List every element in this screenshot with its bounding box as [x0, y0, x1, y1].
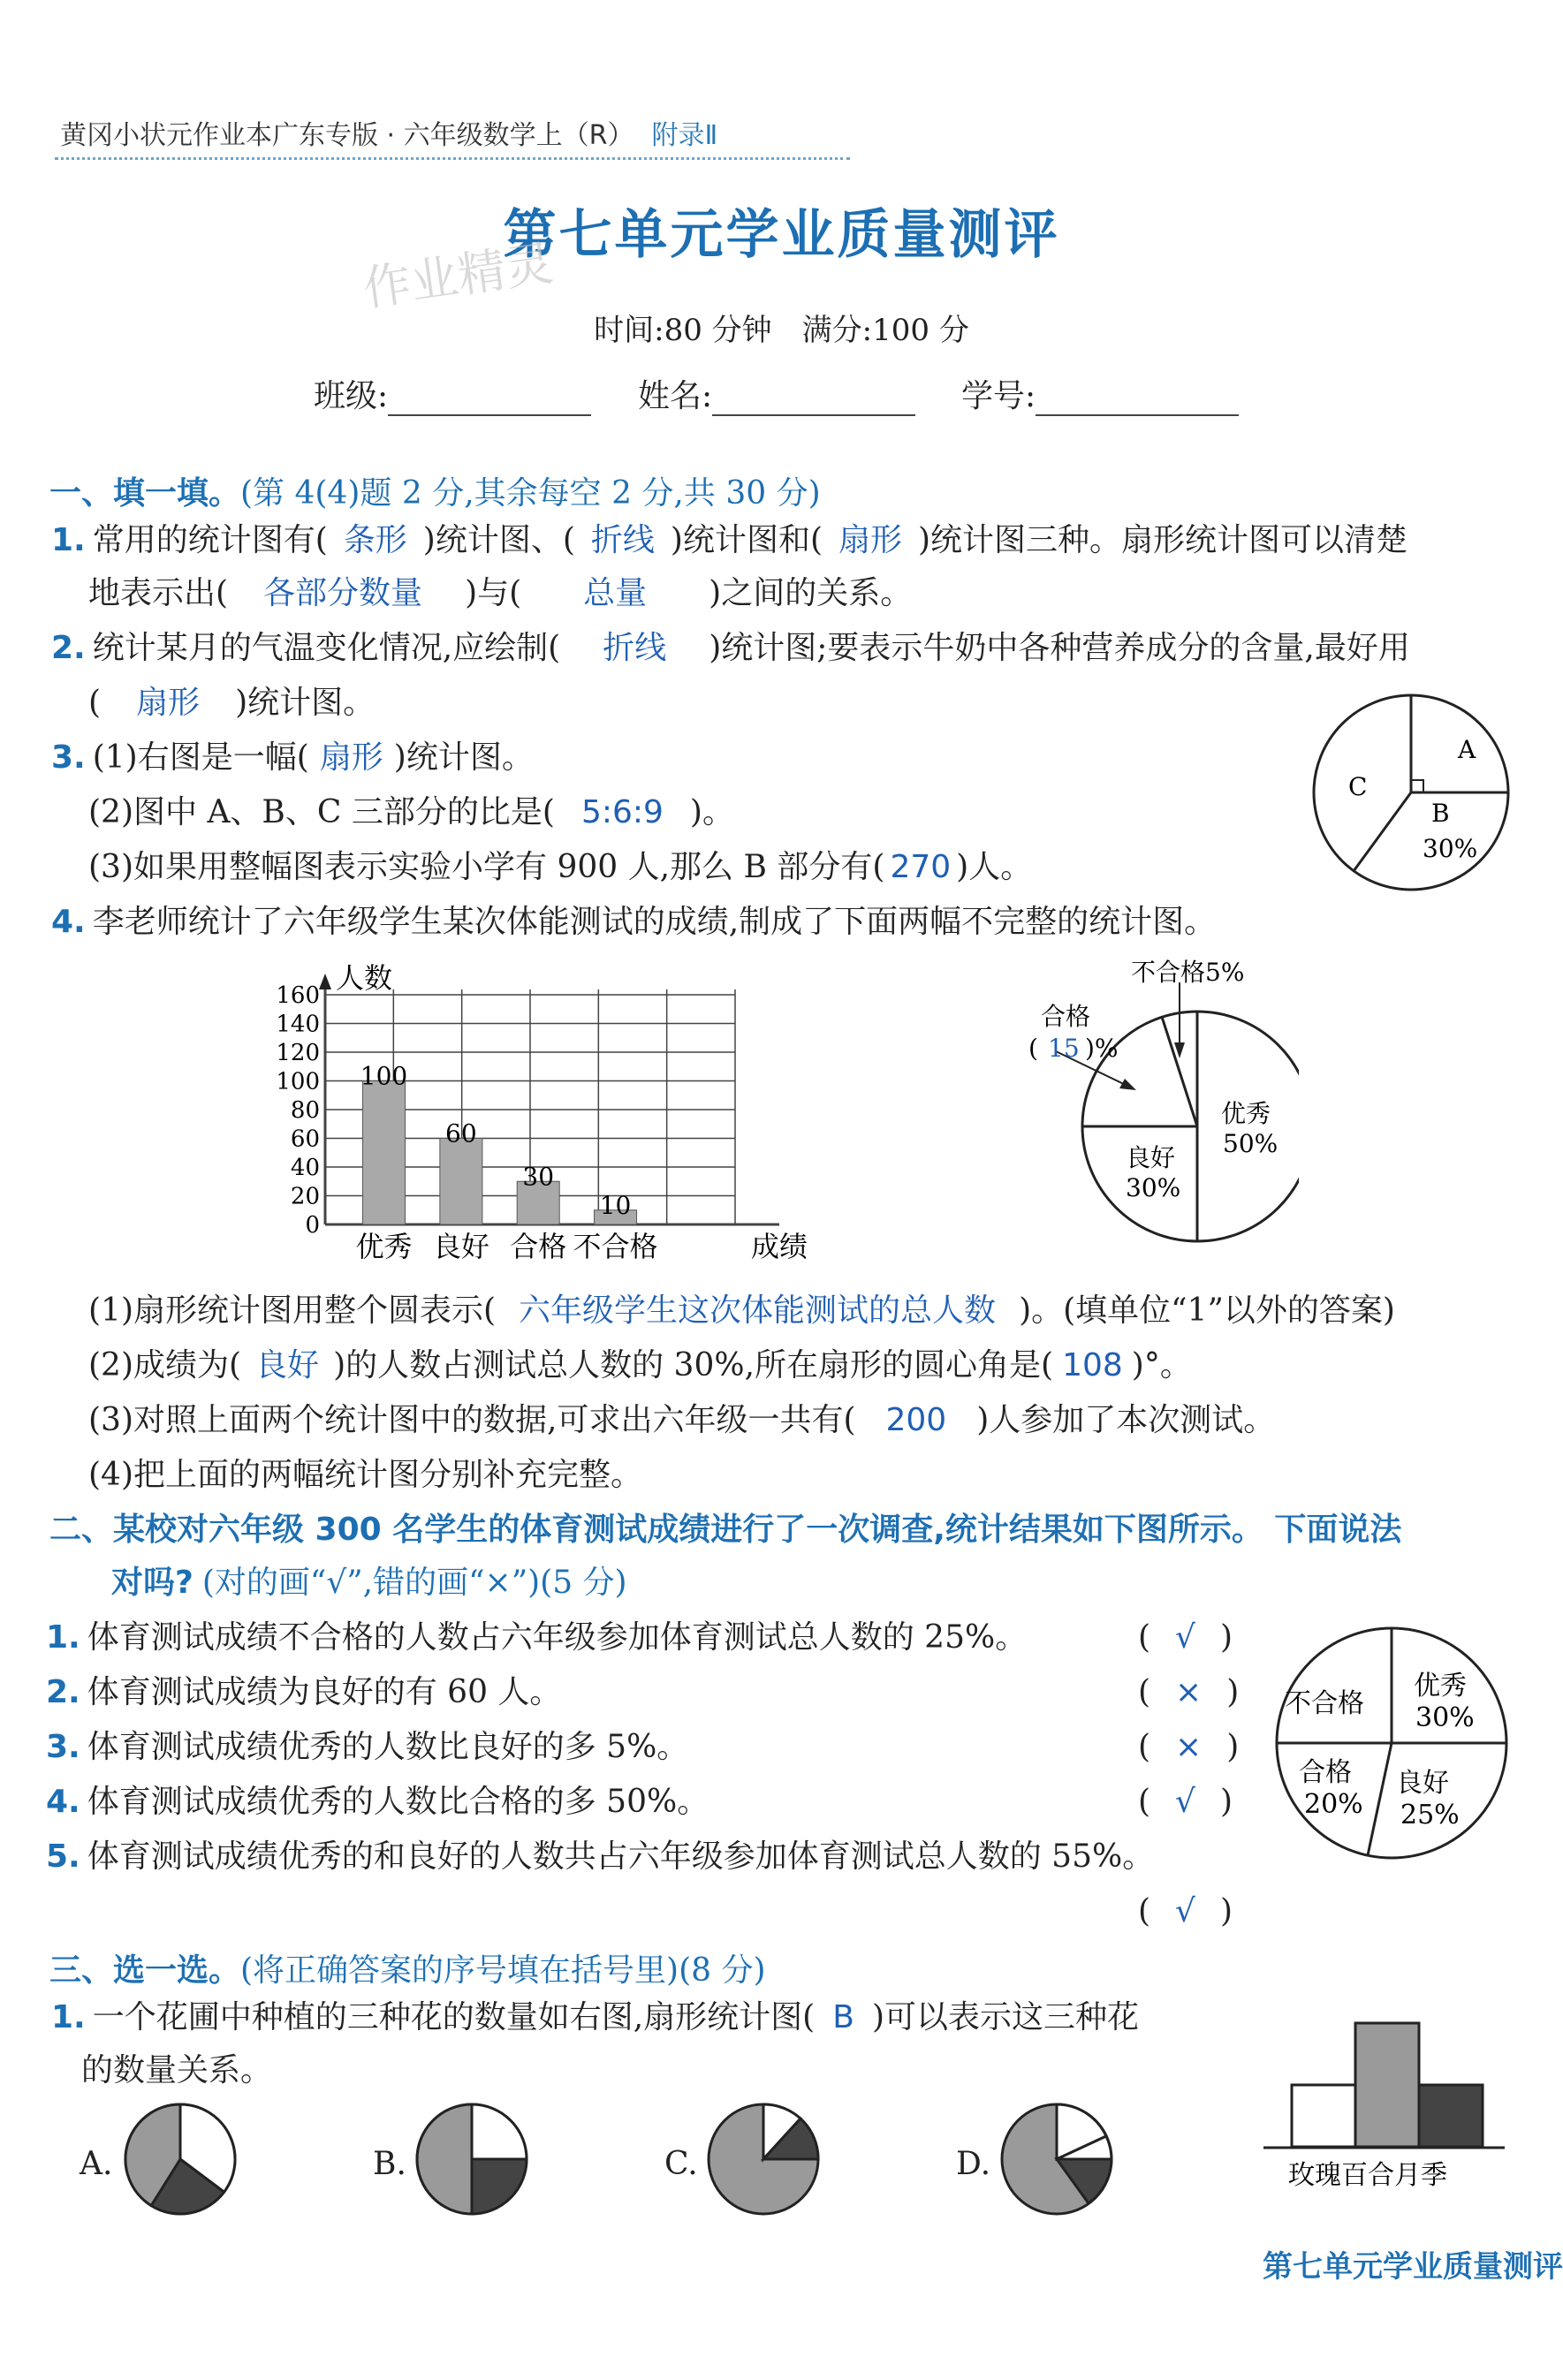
- book-title: 黄冈小状元作业本广东专版 · 六年级数学上（R）: [60, 120, 634, 151]
- pie2-label-bhg: 不合格5%: [1131, 958, 1245, 987]
- q1-answer-3: 扇形: [838, 522, 903, 558]
- pie2-label-lh: 良好: [1126, 1143, 1176, 1172]
- q4-line1: 4. 李老师统计了六年级学生某次体能测试的成绩,制成了下面两幅不完整的统计图。: [51, 904, 1217, 940]
- bar-ytick-label: 160: [276, 982, 320, 1009]
- option-a-label[interactable]: A.: [80, 2146, 113, 2182]
- q3-line3: (3)如果用整幅图表示实验小学有 900 人,那么 B 部分有( 270 )人。: [88, 849, 1033, 885]
- appendix-label: 附录Ⅱ: [651, 120, 718, 151]
- q3-line1: 3. (1)右图是一幅( 扇形 )统计图。: [51, 739, 534, 776]
- q3-line2: (2)图中 A、B、C 三部分的比是( 5:6:9 )。: [88, 794, 734, 830]
- option-a-pie[interactable]: [120, 2099, 244, 2223]
- s3-q1-line2: 的数量关系。: [81, 2052, 273, 2088]
- section-1-title: 一、填一填。(第 4(4)题 2 分,其余每空 2 分,共 30 分): [49, 475, 821, 512]
- s2-judge-box[interactable]: ( √ ): [1138, 1893, 1233, 1929]
- pie2-hg-answer: 15: [1048, 1034, 1080, 1063]
- s2-judge-mark: √: [1175, 1784, 1195, 1820]
- s2-pie-label-yx: 优秀: [1414, 1671, 1467, 1702]
- option-c-label[interactable]: C.: [664, 2146, 698, 2182]
- q4-part4: (4)把上面的两幅统计图分别补充完整。: [88, 1457, 642, 1493]
- s2-item: 1. 体育测试成绩不合格的人数占六年级参加体育测试总人数的 25%。: [46, 1619, 1028, 1656]
- q4-part2: (2)成绩为( 良好 )的人数占测试总人数的 30%,所在扇形的圆心角是( 108 )°。: [88, 1347, 1192, 1383]
- section-2-title: 二、某校对六年级 300 名学生的体育测试成绩进行了一次调查,统计结果如下图所示。 下面说法: [49, 1512, 1402, 1548]
- q4-answer-3: 108: [1062, 1347, 1123, 1383]
- name-field[interactable]: 姓名:: [638, 371, 915, 416]
- s2-item: 3. 体育测试成绩优秀的人数比良好的多 5%。: [46, 1729, 689, 1765]
- pie-label-b: B: [1431, 799, 1450, 828]
- s2-pie-hg-pct: 20%: [1304, 1789, 1363, 1820]
- q2-answer-1: 折线: [603, 630, 667, 666]
- q2-line1: 2. 统计某月的气温变化情况,应绘制( 折线 )统计图;要表示牛奶中各种营养成分的含量,最好用: [51, 630, 1410, 666]
- s2-judge-box[interactable]: ( √ ): [1138, 1619, 1233, 1656]
- s2-pie-chart: [1272, 1624, 1511, 1862]
- bar-category-label: 良好: [432, 1230, 489, 1263]
- pie2-lh-pct: 30%: [1126, 1173, 1181, 1202]
- s2-pie-yx-pct: 30%: [1415, 1702, 1475, 1733]
- s2-judge-box[interactable]: ( √ ): [1138, 1784, 1233, 1820]
- s2-judge-mark: √: [1175, 1893, 1195, 1929]
- q4-answer-1: 六年级学生这次体能测试的总人数: [519, 1292, 997, 1329]
- bar-ylabel: 人数: [336, 961, 393, 995]
- s2-judge-mark: √: [1175, 1619, 1195, 1656]
- q1-answer-2: 折线: [590, 522, 655, 558]
- bar-ytick-label: 20: [290, 1183, 320, 1210]
- header-divider: [55, 157, 850, 160]
- q3-answer-1: 扇形: [319, 739, 383, 776]
- q4-answer-4: 200: [885, 1402, 947, 1438]
- option-d-pie[interactable]: [997, 2099, 1120, 2223]
- option-c-pie[interactable]: [703, 2099, 827, 2223]
- watermark: 作业精灵: [360, 235, 557, 317]
- pie2-hg-close: )%: [1085, 1034, 1119, 1063]
- s2-judge-box[interactable]: ( × ): [1138, 1729, 1240, 1765]
- q4-pie-chart: [1016, 954, 1299, 1254]
- bar-1: [363, 1081, 406, 1225]
- option-d-label[interactable]: D.: [956, 2146, 991, 2182]
- time-score: 时间:80 分钟 满分:100 分: [594, 313, 969, 348]
- s2-judge-mark: ×: [1175, 1674, 1203, 1710]
- bar-category-label: 不合格: [573, 1230, 658, 1263]
- bar-2: [440, 1139, 482, 1225]
- page-header: [60, 113, 717, 152]
- q4-part1: (1)扇形统计图用整个圆表示( 六年级学生这次体能测试的总人数 )。(填单位“1”以外的答案): [88, 1292, 1395, 1329]
- s2-item: 2. 体育测试成绩为良好的有 60 人。: [46, 1674, 562, 1710]
- flower-bar-chart: [1253, 2011, 1509, 2196]
- bar-lily: [1355, 2023, 1419, 2147]
- section-3-title: 三、选一选。(将正确答案的序号填在括号里)(8 分): [49, 1952, 766, 1989]
- s2-pie-label-lh: 良好: [1396, 1768, 1449, 1799]
- q1-answer-1: 条形: [343, 522, 407, 558]
- q1-answer-5: 总量: [583, 575, 648, 611]
- pie2-label-hg: 合格: [1041, 1002, 1091, 1031]
- q3-answer-2: 5:6:9: [580, 794, 664, 830]
- bar-xlabel: 成绩: [751, 1230, 808, 1263]
- q3-pie-chart: [1308, 689, 1520, 901]
- bar-value-label: 60: [445, 1118, 477, 1148]
- s2-pie-lh-pct: 25%: [1400, 1800, 1460, 1830]
- q4-answer-2: 良好: [255, 1347, 320, 1383]
- bar-ytick-label: 120: [276, 1040, 320, 1066]
- bar-ytick-label: 80: [290, 1097, 320, 1124]
- s3-q1-answer: B: [832, 1999, 854, 2035]
- option-b-pie[interactable]: [412, 2099, 535, 2223]
- section-2-title-line2: 对吗? (对的画“√”,错的画“×”)(5 分): [111, 1565, 627, 1601]
- s2-pie-label-hg: 合格: [1299, 1757, 1352, 1788]
- bar-ytick-label: 100: [276, 1068, 320, 1095]
- bar-category-label: 优秀: [355, 1230, 413, 1263]
- bar-ytick-label: 60: [290, 1126, 320, 1153]
- bar-category-label: 合格: [510, 1230, 567, 1263]
- pie-label-c: C: [1348, 772, 1368, 801]
- page-title: 第七单元学业质量测评: [503, 204, 1060, 266]
- q1-answer-4: 各部分数量: [263, 575, 423, 611]
- q3-answer-3: 270: [890, 849, 952, 885]
- bar-ytick-label: 40: [290, 1155, 320, 1181]
- bar-rose: [1292, 2085, 1355, 2147]
- s2-judge-box[interactable]: ( × ): [1138, 1674, 1240, 1710]
- bar-ytick-label: 0: [305, 1212, 320, 1239]
- s2-judge-mark: ×: [1175, 1729, 1203, 1765]
- s2-item: 5. 体育测试成绩优秀的和良好的人数共占六年级参加体育测试总人数的 55%。: [46, 1838, 1155, 1875]
- class-field[interactable]: 班级:: [314, 371, 591, 416]
- student-id-field[interactable]: 学号:: [961, 371, 1239, 416]
- q2-line2: ( 扇形 )统计图。: [88, 685, 376, 721]
- q4-part3: (3)对照上面两个统计图中的数据,可求出六年级一共有( 200 )人参加了本次测试。: [88, 1402, 1276, 1438]
- q4-bar-chart: [256, 951, 857, 1277]
- bar-value-label: 30: [522, 1162, 555, 1192]
- flower-axis-labels: 玫瑰百合月季: [1288, 2160, 1447, 2191]
- pie2-label-yx: 优秀: [1221, 1099, 1271, 1128]
- q1-line1: 1. 常用的统计图有( 条形 )统计图、( 折线 )统计图和( 扇形 )统计图三种。扇形统计图可以清楚: [51, 522, 1408, 558]
- q2-answer-2: 扇形: [136, 685, 201, 721]
- s2-item: 4. 体育测试成绩优秀的人数比合格的多 50%。: [46, 1784, 709, 1820]
- pie-label-b-pct: 30%: [1423, 834, 1478, 863]
- s3-q1-line1: 1. 一个花圃中种植的三种花的数量如右图,扇形统计图( B )可以表示这三种花: [51, 1999, 1139, 2035]
- bar-value-label: 100: [360, 1061, 408, 1091]
- pie-label-a: A: [1458, 735, 1476, 764]
- bar-chinarose: [1419, 2085, 1483, 2147]
- page-footer: 第七单元学业质量测评: [1263, 2249, 1563, 2285]
- bar-yaxis-arrow: [319, 974, 331, 989]
- pie2-hg-open: (: [1028, 1034, 1038, 1063]
- s2-pie-label-bhg: 不合格: [1285, 1688, 1364, 1719]
- pie2-yx-pct: 50%: [1223, 1129, 1278, 1158]
- q1-line2: 地表示出( 各部分数量 )与( 总量 )之间的关系。: [88, 575, 913, 611]
- bar-value-label: 10: [599, 1190, 632, 1220]
- bar-ytick-label: 140: [276, 1011, 320, 1038]
- option-b-label[interactable]: B.: [373, 2146, 406, 2182]
